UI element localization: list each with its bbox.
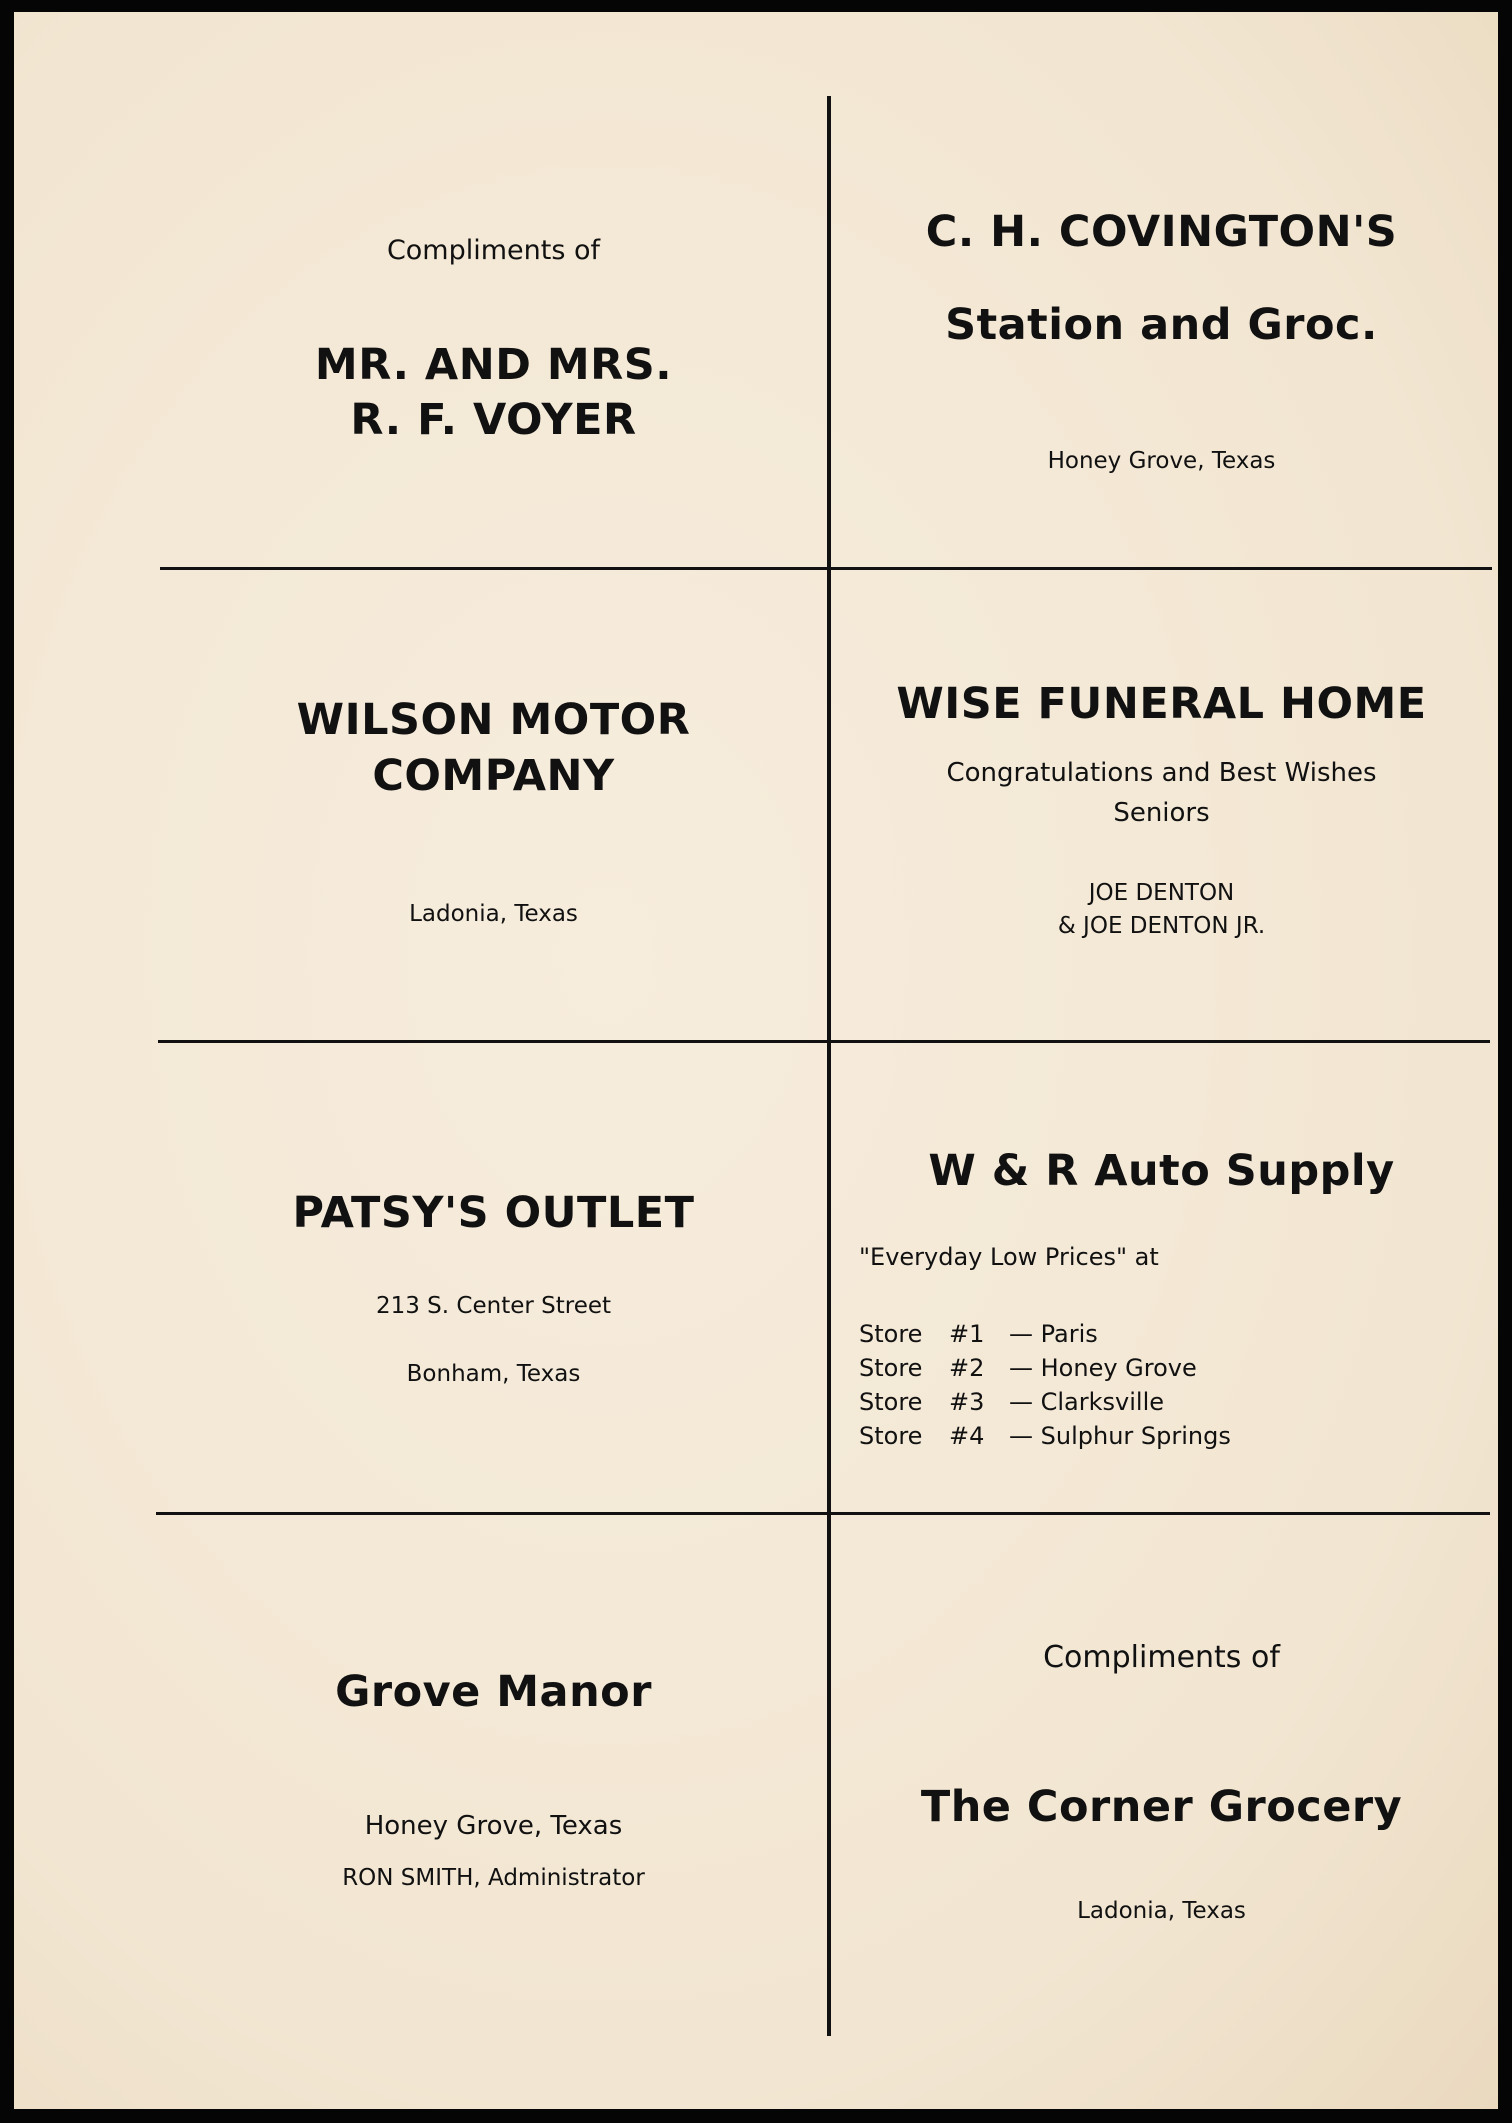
wilson-name-line2: COMPANY [372,751,615,801]
voyer-heading: Compliments of [386,235,601,266]
ad-covington [831,12,1492,567]
corner-grocery-heading: Compliments of [1043,1640,1280,1675]
store-number: #1 [949,1320,985,1348]
ad-grove-manor [160,1515,827,2109]
wise-title: WISE FUNERAL HOME [896,679,1427,729]
grove-manor-location: Honey Grove, Texas [364,1811,623,1841]
store-label: Store [859,1388,923,1416]
store-label: Store [859,1422,923,1450]
patsy-address: 213 S. Center Street [375,1293,612,1319]
store-city: — Clarksville [1009,1388,1165,1416]
wise-message-line1: Congratulations and Best Wishes [946,758,1377,788]
store-city: — Paris [1009,1320,1098,1348]
patsy-title: PATSY'S OUTLET [292,1188,695,1238]
store-city: — Honey Grove [1009,1354,1197,1382]
patsy-location: Bonham, Texas [406,1361,581,1387]
store-row [859,1385,1231,1419]
store-label: Store [859,1354,923,1382]
covington-location: Honey Grove, Texas [1047,448,1276,474]
wr-title: W & R Auto Supply [928,1146,1395,1196]
wilson-location: Ladonia, Texas [409,901,578,927]
grove-manor-contact: RON SMITH, Administrator [342,1865,645,1891]
store-row [859,1317,1231,1351]
ad-wise-funeral-home [831,570,1492,1040]
corner-grocery-title: The Corner Grocery [920,1782,1403,1832]
wr-slogan: "Everyday Low Prices" at [859,1243,1159,1271]
store-label: Store [859,1320,923,1348]
yearbook-ad-page [14,12,1498,2109]
ad-patsys-outlet [160,1043,827,1512]
covington-title: C. H. COVINGTON'S [925,207,1398,257]
covington-subtitle: Station and Groc. [945,300,1378,350]
wr-store-list [859,1317,1231,1453]
store-number: #2 [949,1354,985,1382]
store-row [859,1351,1231,1385]
voyer-name-line2: R. F. VOYER [350,395,637,445]
ad-voyer [160,12,827,567]
grove-manor-title: Grove Manor [335,1667,652,1717]
ad-wilson-motor [160,570,827,1040]
corner-grocery-location: Ladonia, Texas [1077,1898,1246,1924]
wise-message-line2: Seniors [1113,798,1210,828]
store-row [859,1419,1231,1453]
voyer-name-line1: MR. AND MRS. [314,340,673,390]
wilson-name-line1: WILSON MOTOR [296,695,691,745]
store-number: #4 [949,1422,985,1450]
wise-owner-line1: JOE DENTON [1088,880,1235,906]
store-number: #3 [949,1388,985,1416]
store-city: — Sulphur Springs [1009,1422,1231,1450]
wise-owner-line2: & JOE DENTON JR. [1057,913,1266,939]
ad-corner-grocery [831,1515,1492,2109]
